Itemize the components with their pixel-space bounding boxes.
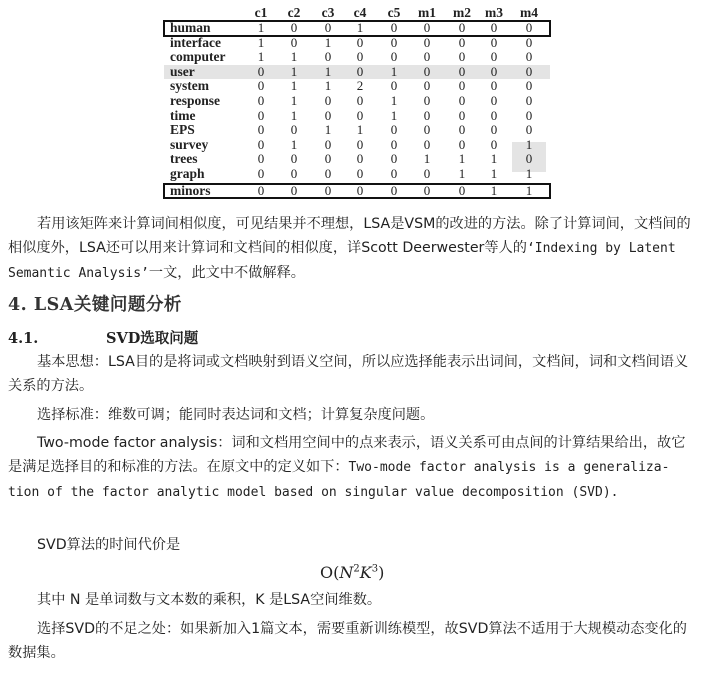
paragraph-basic-idea: 基本思想：LSA目的是将词或文档映射到语义空间，所以应选择能表示出词间，文档间，词和文档间语义关系的方法。 [8, 354, 689, 394]
matrix-cell: 1 [458, 165, 466, 181]
para-text: 若用该矩阵来计算词间相似度，可见结果并不理想，LSA是VSM的改进的方法。除了计算词间，文档间的相似度外，LSA还可以用来计算词和文档间的相似度，详Scott Deerwester等人的 [8, 216, 691, 256]
matrix-cell: 0 [324, 151, 332, 167]
matrix-row [164, 184, 550, 199]
paragraph-criteria: 选择标准：维数可调；能同时表达词和文档；计算复杂度问题。 [37, 407, 435, 423]
term-label: user [170, 63, 195, 79]
para-text: 一文，此文中不做解释。 [148, 265, 305, 281]
matrix-cell: 0 [525, 49, 533, 65]
matrix-cell: 0 [257, 182, 265, 198]
matrix-cell: 0 [423, 182, 431, 198]
matrix-cell: 0 [458, 107, 466, 123]
complexity-formula [320, 563, 384, 582]
matrix-cell: 0 [356, 107, 364, 123]
matrix-cell: 1 [290, 107, 298, 123]
term-label: minors [170, 182, 211, 198]
matrix-cell: 0 [423, 34, 431, 50]
matrix-cell: 0 [423, 122, 431, 138]
matrix-cell: 0 [423, 63, 431, 79]
matrix-cell: 0 [490, 63, 498, 79]
matrix-cell: 0 [490, 78, 498, 94]
matrix-cell: 0 [290, 122, 298, 138]
matrix-cell: 0 [257, 165, 265, 181]
matrix-row [164, 21, 550, 36]
paragraph-similarity [8, 212, 696, 286]
matrix-cell: 0 [324, 20, 332, 35]
matrix-cell: 0 [356, 165, 364, 181]
matrix-cell: 0 [423, 107, 431, 123]
matrix-cell: 1 [525, 136, 533, 152]
matrix-cell: 1 [257, 49, 265, 65]
matrix-cell: 0 [390, 151, 398, 167]
matrix-cell: 0 [290, 20, 298, 35]
matrix-cell: 0 [423, 78, 431, 94]
matrix-cell: 0 [356, 92, 364, 108]
term-label: computer [170, 49, 226, 65]
matrix-cell: 0 [290, 151, 298, 167]
matrix-cell: 1 [324, 122, 332, 138]
matrix-cell: 1 [257, 20, 265, 35]
matrix-cell: 0 [356, 151, 364, 167]
matrix-cell: 0 [423, 20, 431, 35]
matrix-cell: 0 [390, 122, 398, 138]
matrix-cell: 0 [525, 63, 533, 79]
matrix-cell: 1 [525, 182, 533, 198]
matrix-cell: 0 [290, 165, 298, 181]
matrix-cell: 1 [423, 151, 431, 167]
matrix-cell: 1 [290, 78, 298, 94]
term-label: EPS [170, 122, 195, 138]
subsection-heading [8, 327, 198, 348]
matrix-cell: 0 [458, 20, 466, 35]
matrix-cell: 0 [458, 92, 466, 108]
matrix-cell: 0 [458, 49, 466, 65]
matrix-cell: 1 [290, 136, 298, 152]
column-header: c3 [321, 5, 335, 20]
matrix-row [164, 167, 550, 182]
section-heading: 4. LSA关键问题分析 [8, 295, 182, 315]
matrix-cell: 1 [324, 78, 332, 94]
matrix-row [164, 36, 550, 51]
formula-suffix: ) [378, 563, 385, 582]
matrix-header [164, 5, 550, 21]
matrix-cell: 0 [324, 92, 332, 108]
matrix-cell: 0 [458, 182, 466, 198]
paragraph-svd-cost: SVD算法的时间代价是 [37, 537, 181, 553]
formula-k: K [359, 563, 372, 582]
term-label: trees [170, 151, 198, 167]
matrix-cell: 0 [490, 49, 498, 65]
matrix-cell: 0 [356, 63, 364, 79]
subsection-title: SVD选取问题 [106, 330, 199, 347]
matrix-cell: 0 [525, 78, 533, 94]
matrix-cell: 0 [458, 63, 466, 79]
matrix-cell: 0 [490, 122, 498, 138]
term-label: graph [170, 165, 205, 181]
matrix-row [164, 123, 550, 138]
matrix-cell: 0 [390, 165, 398, 181]
matrix-cell: 0 [390, 49, 398, 65]
column-header: c2 [287, 5, 301, 20]
matrix-cell: 0 [490, 34, 498, 50]
matrix-cell: 1 [390, 107, 398, 123]
matrix-cell: 0 [390, 136, 398, 152]
matrix-row [164, 50, 550, 65]
matrix-cell: 0 [257, 151, 265, 167]
matrix-cell: 1 [390, 92, 398, 108]
matrix-cell: 1 [525, 165, 533, 181]
para-text: Two-mode factor analysis：词和文档用空间中的点来表示，语义关系可由点间的计算结果给出，故它是满足选择目的和标准的方法。在原文中的定义如下： [8, 435, 686, 475]
column-header: c4 [353, 5, 367, 20]
matrix-cell: 0 [490, 136, 498, 152]
matrix-cell: 0 [390, 34, 398, 50]
column-header: m4 [520, 5, 538, 20]
matrix-cell: 0 [490, 20, 498, 35]
matrix-cell: 1 [458, 151, 466, 167]
matrix-cell: 0 [390, 182, 398, 198]
paragraph-two-mode [8, 431, 696, 505]
matrix-cell: 0 [423, 92, 431, 108]
matrix-row [164, 109, 550, 124]
matrix-cell: 0 [290, 34, 298, 50]
matrix-cell: 0 [257, 107, 265, 123]
matrix-cell: 0 [423, 136, 431, 152]
matrix-cell: 2 [356, 78, 364, 94]
paragraph-limitation: 选择SVD的不足之处：如果新加入1篇文本，需要重新训练模型，故SVD算法不适用于大规模动态变化的数据集。 [8, 621, 687, 661]
term-label: system [170, 78, 209, 94]
matrix-cell: 0 [458, 122, 466, 138]
matrix-cell: 0 [257, 63, 265, 79]
matrix-cell: 0 [390, 78, 398, 94]
column-header: c5 [387, 5, 401, 20]
matrix-cell: 1 [390, 63, 398, 79]
column-header: m3 [485, 5, 503, 20]
matrix-cell: 0 [356, 49, 364, 65]
matrix-cell: 0 [423, 165, 431, 181]
matrix-cell: 1 [490, 151, 498, 167]
formula-prefix: O( [320, 563, 340, 582]
matrix-cell: 0 [257, 136, 265, 152]
paragraph-variables: 其中 N 是单词数与文本数的乘积，K 是LSA空间维数。 [37, 592, 382, 608]
matrix-row [164, 152, 550, 167]
matrix-cell: 0 [458, 78, 466, 94]
matrix-cell: 1 [324, 34, 332, 50]
matrix-cell: 0 [324, 136, 332, 152]
term-label: time [170, 107, 196, 123]
matrix-body [164, 21, 550, 198]
term-label: survey [170, 136, 209, 152]
matrix-cell: 1 [356, 122, 364, 138]
matrix-cell: 0 [525, 92, 533, 108]
matrix-cell: 0 [257, 122, 265, 138]
matrix-row [164, 138, 550, 153]
matrix-cell: 0 [290, 182, 298, 198]
matrix-cell: 1 [324, 63, 332, 79]
matrix-cell: 0 [458, 34, 466, 50]
matrix-cell: 1 [356, 20, 364, 35]
matrix-cell: 0 [356, 136, 364, 152]
matrix-cell: 1 [257, 34, 265, 50]
column-header: m2 [453, 5, 471, 20]
matrix-cell: 0 [423, 49, 431, 65]
paper-title: ‘Indexing by Latent Semantic Analysis’ [8, 241, 676, 281]
matrix-cell: 1 [290, 49, 298, 65]
matrix-cell: 0 [324, 49, 332, 65]
matrix-cell: 0 [525, 34, 533, 50]
formula-n-exp: 2 [353, 563, 360, 575]
matrix-cell: 0 [356, 182, 364, 198]
subsection-number: 4.1. [8, 330, 39, 347]
matrix-cell: 1 [290, 92, 298, 108]
matrix-cell: 1 [290, 63, 298, 79]
matrix-cell: 0 [458, 136, 466, 152]
matrix-cell: 0 [324, 182, 332, 198]
matrix-row [164, 94, 550, 109]
matrix-cell: 0 [324, 165, 332, 181]
term-label: interface [170, 34, 221, 50]
matrix-cell: 0 [356, 34, 364, 50]
matrix-cell: 0 [324, 107, 332, 123]
term-document-matrix [164, 5, 550, 198]
matrix-cell: 1 [490, 165, 498, 181]
matrix-cell: 0 [490, 92, 498, 108]
column-header: c1 [254, 5, 268, 20]
matrix-cell: 0 [490, 107, 498, 123]
matrix-cell: 0 [525, 151, 533, 167]
matrix-cell: 0 [390, 20, 398, 35]
formula-k-exp: 3 [371, 563, 379, 575]
matrix-cell: 0 [525, 107, 533, 123]
term-label: response [170, 92, 221, 108]
formula-n: N [339, 563, 354, 582]
matrix-cell: 0 [257, 92, 265, 108]
matrix-row [164, 65, 550, 80]
definition-quote: Two-mode factor analysis is a generaliza-tion of the factor analytic model based on singular value decomposition (SVD). [8, 460, 670, 500]
column-header: m1 [418, 5, 436, 20]
matrix-cell: 0 [525, 20, 533, 35]
matrix-cell: 1 [490, 182, 498, 198]
matrix-cell: 0 [257, 78, 265, 94]
term-label: human [170, 20, 211, 35]
matrix-cell: 0 [525, 122, 533, 138]
matrix-row [164, 79, 550, 94]
